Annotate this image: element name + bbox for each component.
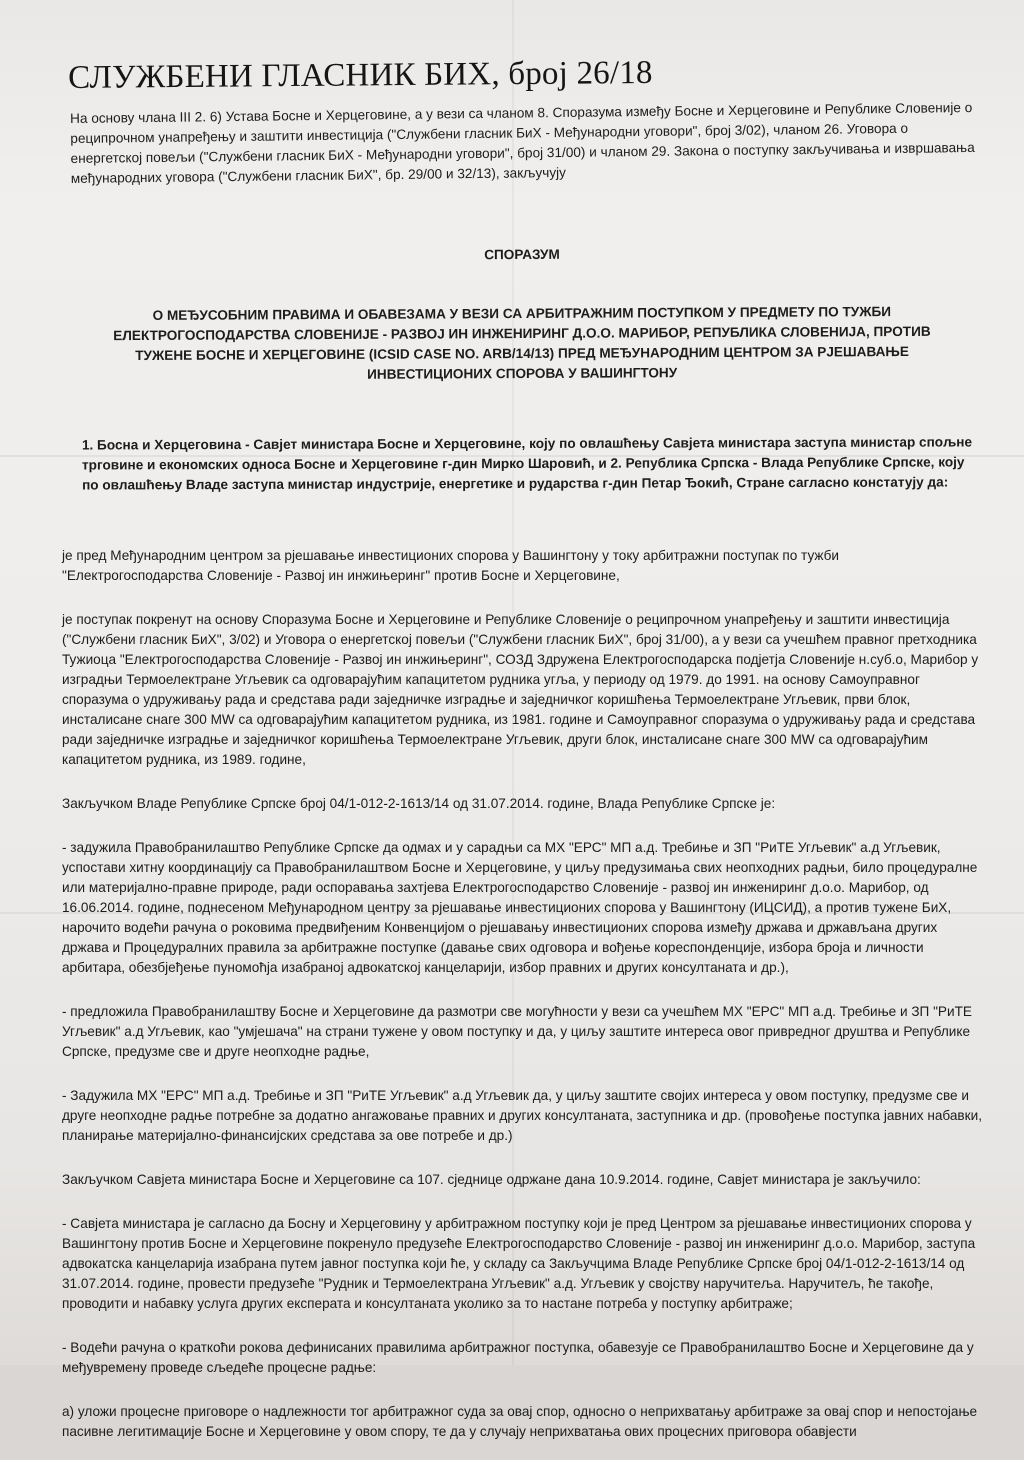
- body-paragraph: - предложила Правобранилаштву Босне и Херцеговине да размотри све могућности у вези са учешћем МХ "ЕРС" МП а.д. Требиње и ЗП "РиТЕ Угљевик" а.д Угљевик, као "умјешача" на страни тужене у овом поступку и да, у циљу заштите интереса овог привредног друштва и Републике Српске, предузме све и друге неопходне радње,: [62, 1004, 972, 1059]
- body-paragraph: је пред Међународним центром за рјешавање инвестиционих спорова у Вашингтону у току арбитражни поступак по тужби "Електрогосподарства Словеније - Развој ин инжињеринг" против Босне и Херцеговине,: [62, 548, 840, 583]
- body-paragraph: Закључком Владе Републике Српске број 04/1-012-2-1613/14 од 31.07.2014. године, Влада Републике Српске је:: [62, 796, 776, 811]
- body-paragraph: - Задужила МХ "ЕРС" МП а.д. Требиње и ЗП "РиТЕ Угљевик" а.д Угљевик да, у циљу заштите својих интереса у овом поступку, предузме све и друге неопходне радње потребне за додатно ангажовање правних и других консултаната, заступника и др. (провођење поступка јавних набавки, планирање материјално-финансијских средстава за ове потребе и др.): [62, 1088, 982, 1143]
- body-paragraph: а) уложи процесне приговоре о надлежности тог арбитражног суда за овај спор, односно о неприхватању арбитраже за овај спор и непостојање пасивне легитимације Босне и Херцеговине у овом спору, те да у случају неприхватања ових процесних приговора обавјести: [62, 1404, 978, 1439]
- body-paragraph: је поступак покренут на основу Споразума Босне и Херцеговине и Републике Словеније о реципрочном унапређењу и заштити инвестиција ("Службени гласник БиХ", 3/02) и Уговора о енергетској повељи ("Службени гласник БиХ", број 31/00), а у вези са учешћем правног претходника Тужиоца "Електрогосподарства Словеније - Развој ин инжињеринг", СОЗД Здружена Електрогосподарска подјетја Словеније н.суб.о, Марибор у изградњи Термоелектране Угљевик са одговарајућим капацитетом рудника угља, у периоду од 1979. до 1991. на основу Самоуправног споразума о удруживању рада и средстава ради заједничке изградње и заједничког коришћења Термоелектране Угљевик, први блок, инсталисане снаге 300 MW са одговарајућим капацитетом рудника, из 1981. године и Самоуправног споразума о удруживању рада и средстава ради заједничке изградње и заједничког коришћења Термоелектране Угљевик, други блок, инсталисане снаге 300 MW са одговарајућим капацитетом рудника, из 1989. године,: [62, 612, 979, 767]
- body-paragraph: - Водећи рачуна о краткоћи рокова дефинисаних правилима арбитражног поступка, обавезује се Правобранилаштво Босне и Херцеговине да у међувремену проведе сљедеће процесне радње:: [62, 1340, 974, 1375]
- gazette-title: СЛУЖБЕНИ ГЛАСНИК БИХ, број 26/18: [68, 54, 653, 96]
- body-paragraph: Закључком Савјета министара Босне и Херцеговине са 107. сједнице одржане дана 10.9.2014. године, Савјет министара је закључило:: [62, 1172, 921, 1187]
- body-paragraph: - Савјета министара је сагласно да Босну и Херцеговину у арбитражном поступку који је пред Центром за рјешавање инвестиционих спорова у Вашингтону против Босне и Херцеговине покренуло предузеће Електрогосподарство Словеније - развој ин инжениринг д.о.о. Марибор, заступа адвокатска канцеларија изабрана путем јавног поступка који ће, у складу са Закључцима Владе Републике Српске број 04/1-012-2-1613/14 од 31.07.2014. године, провести предузеће "Рудник и Термоелектрана Угљевик" а.д. Угљевик у својству наручитеља. Наручитељ, ће такође, проводити и набавку услуга других експерата и консултаната уколико за то настане потреба у поступку арбитраже;: [62, 1216, 976, 1311]
- parties-paragraph: 1. Босна и Херцеговина - Савјет министара Босне и Херцеговине, коју по овлашћењу Савјета министара заступа министар спољне трговине и економских односа Босне и Херцеговине г-дин Мирко Шаровић, и 2. Република Српска - Влада Републике Српске, коју по овлашћењу Владе заступа министар индустрије, енергетике и рударства г-дин Петар Ђокић, Стране сагласно констатују да:: [81, 434, 973, 493]
- agreement-subheading: О МЕЂУСОБНИМ ПРАВИМА И ОБАВЕЗАМА У ВЕЗИ СА АРБИТРАЖНИМ ПОСТУПКОМ У ПРЕДМЕТУ ПО ТУЖБИ ЕЛЕКТРОГОСПОДАРСТВА СЛОВЕНИЈЕ - РАЗВОЈ ИН ИНЖЕНИРИНГ Д.О.О. МАРИБОР, РЕПУБЛИКА СЛОВЕНИЈА, ПРОТИВ ТУЖЕНЕ БОСНЕ И ХЕРЦЕГОВИНЕ (ICSID CASE NO. ARB/14/13) ПРЕД МЕЂУНАРОДНИМ ЦЕНТРОМ ЗА РЈЕШАВАЊЕ ИНВЕСТИЦИОНИХ СПОРОВА У ВАШИНГТОНУ: [113, 304, 931, 382]
- intro-paragraph: На основу члана III 2. 6) Устава Босне и Херцеговине, а у вези са чланом 8. Споразума између Босне и Херцеговине и Републике Словеније о реципрочном унапређењу и заштити инвестиција ("Службени гласник БиХ - Међународни уговори", број 3/02), чланом 26. Уговора о енергетској повељи ("Службени гласник БиХ - Међународни уговори", број 31/00) и чланом 29. Закона о поступку закључивања и извршавања међународних уговора ("Службени гласник БиХ", бр. 29/00 и 32/13), закључују: [70, 99, 975, 186]
- body-paragraph: - задужила Правобранилаштво Републике Српске да одмах и у сарадњи са МХ "ЕРС" МП а.д. Требиње и ЗП "РиТЕ Угљевик" а.д Угљевик, успостави хитну координацију са Правобранилаштвом Босне и Херцеговине, у циљу предузимања свих неопходних радњи, било процедуралне или материјално-правне природе, ради оспоравања захтјева Електрогосподарство Словеније - развој ин инжениринг д.о.о. Марибор, од 16.06.2014. године, поднесеном Међународном центру за рјешавање инвестиционих спорова у Вашингтону (ИЦСИД), а против тужене БиХ, нарочито водећи рачуна о роковима предвиђеним Конвенцијом о рјешавању инвестиционих спорова између држава и држављана других држава и Процедуралних правила за арбитражне поступке (давање свих одговора и вођење кореспонденције, избора броја и личности арбитара, обезбјеђење пуномоћја изабраној адвокатској канцеларији, избор правних и других консултаната и др.),: [62, 840, 978, 975]
- agreement-heading: СПОРАЗУМ: [484, 246, 560, 263]
- document-body: [62, 54, 982, 1460]
